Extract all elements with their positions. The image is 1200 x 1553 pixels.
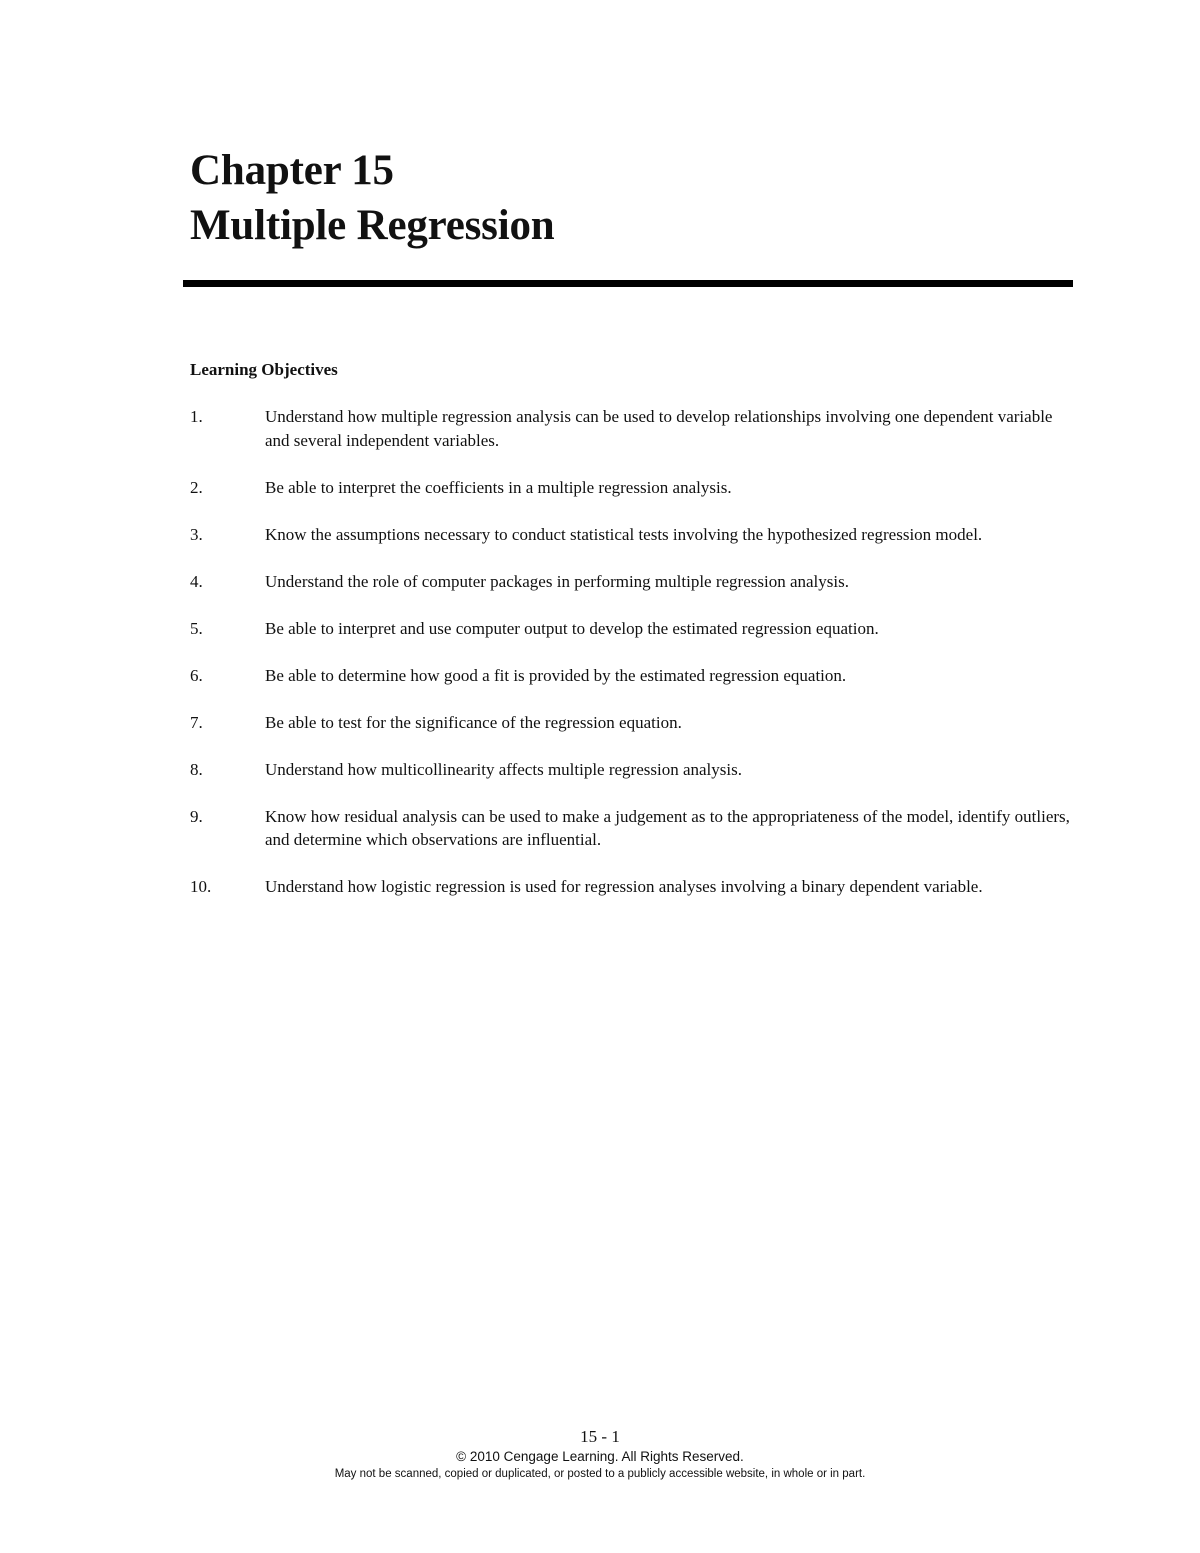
objectives-list xyxy=(190,405,1070,922)
objective-text: Be able to interpret and use computer output to develop the estimated regression equation. xyxy=(265,618,879,638)
list-item xyxy=(190,711,1070,735)
objective-number: 4. xyxy=(190,571,203,591)
list-item xyxy=(190,476,1070,500)
disclaimer-notice: May not be scanned, copied or duplicated, or posted to a publicly accessible website, in whole or in part. xyxy=(334,1468,866,1480)
objective-text: Know how residual analysis can be used to make a judgement as to the appropriateness of the model, identify outliers, and determine which observations are influential. xyxy=(265,806,1070,849)
objective-number: 2. xyxy=(190,477,203,497)
objective-number: 5. xyxy=(190,618,203,638)
list-item xyxy=(190,805,1070,852)
objective-number: 1. xyxy=(190,407,203,426)
objective-text: Know the assumptions necessary to conduct statistical tests involving the hypothesized regression model. xyxy=(265,524,983,544)
list-item xyxy=(190,664,1070,688)
objective-text: Be able to interpret the coefficients in a multiple regression analysis. xyxy=(265,477,732,497)
objective-number: 6. xyxy=(190,665,203,685)
objective-text: Understand how multicollinearity affects multiple regression analysis. xyxy=(265,759,742,779)
objective-number: 7. xyxy=(190,712,203,732)
objective-number: 9. xyxy=(190,806,203,826)
objective-number: 10. xyxy=(190,877,212,896)
objective-text: Be able to test for the significance of the regression equation. xyxy=(265,712,682,732)
list-item xyxy=(190,523,1070,547)
chapter-number: Chapter 15 xyxy=(190,147,394,194)
objective-text: Understand how logistic regression is used for regression analyses involving a binary dependent variable. xyxy=(265,877,983,896)
list-item xyxy=(190,875,1070,899)
objective-number: 8. xyxy=(190,759,203,779)
list-item xyxy=(190,405,1070,452)
objective-number: 3. xyxy=(190,524,203,544)
list-item xyxy=(190,570,1070,594)
objective-text: Understand how multiple regression analysis can be used to develop relationships involving one dependent variable and several independent variables. xyxy=(265,407,1053,450)
copyright-notice: © 2010 Cengage Learning. All Rights Reserved. xyxy=(456,1449,744,1464)
page-number: 15 - 1 xyxy=(580,1427,620,1446)
chapter-title: Multiple Regression xyxy=(190,202,555,249)
list-item xyxy=(190,758,1070,782)
objective-text: Be able to determine how good a fit is provided by the estimated regression equation. xyxy=(265,665,847,685)
chapter-heading xyxy=(190,143,554,253)
heading-divider xyxy=(183,280,1073,287)
section-title: Learning Objectives xyxy=(190,360,338,379)
objective-text: Understand the role of computer packages in performing multiple regression analysis. xyxy=(265,571,849,591)
list-item xyxy=(190,617,1070,641)
